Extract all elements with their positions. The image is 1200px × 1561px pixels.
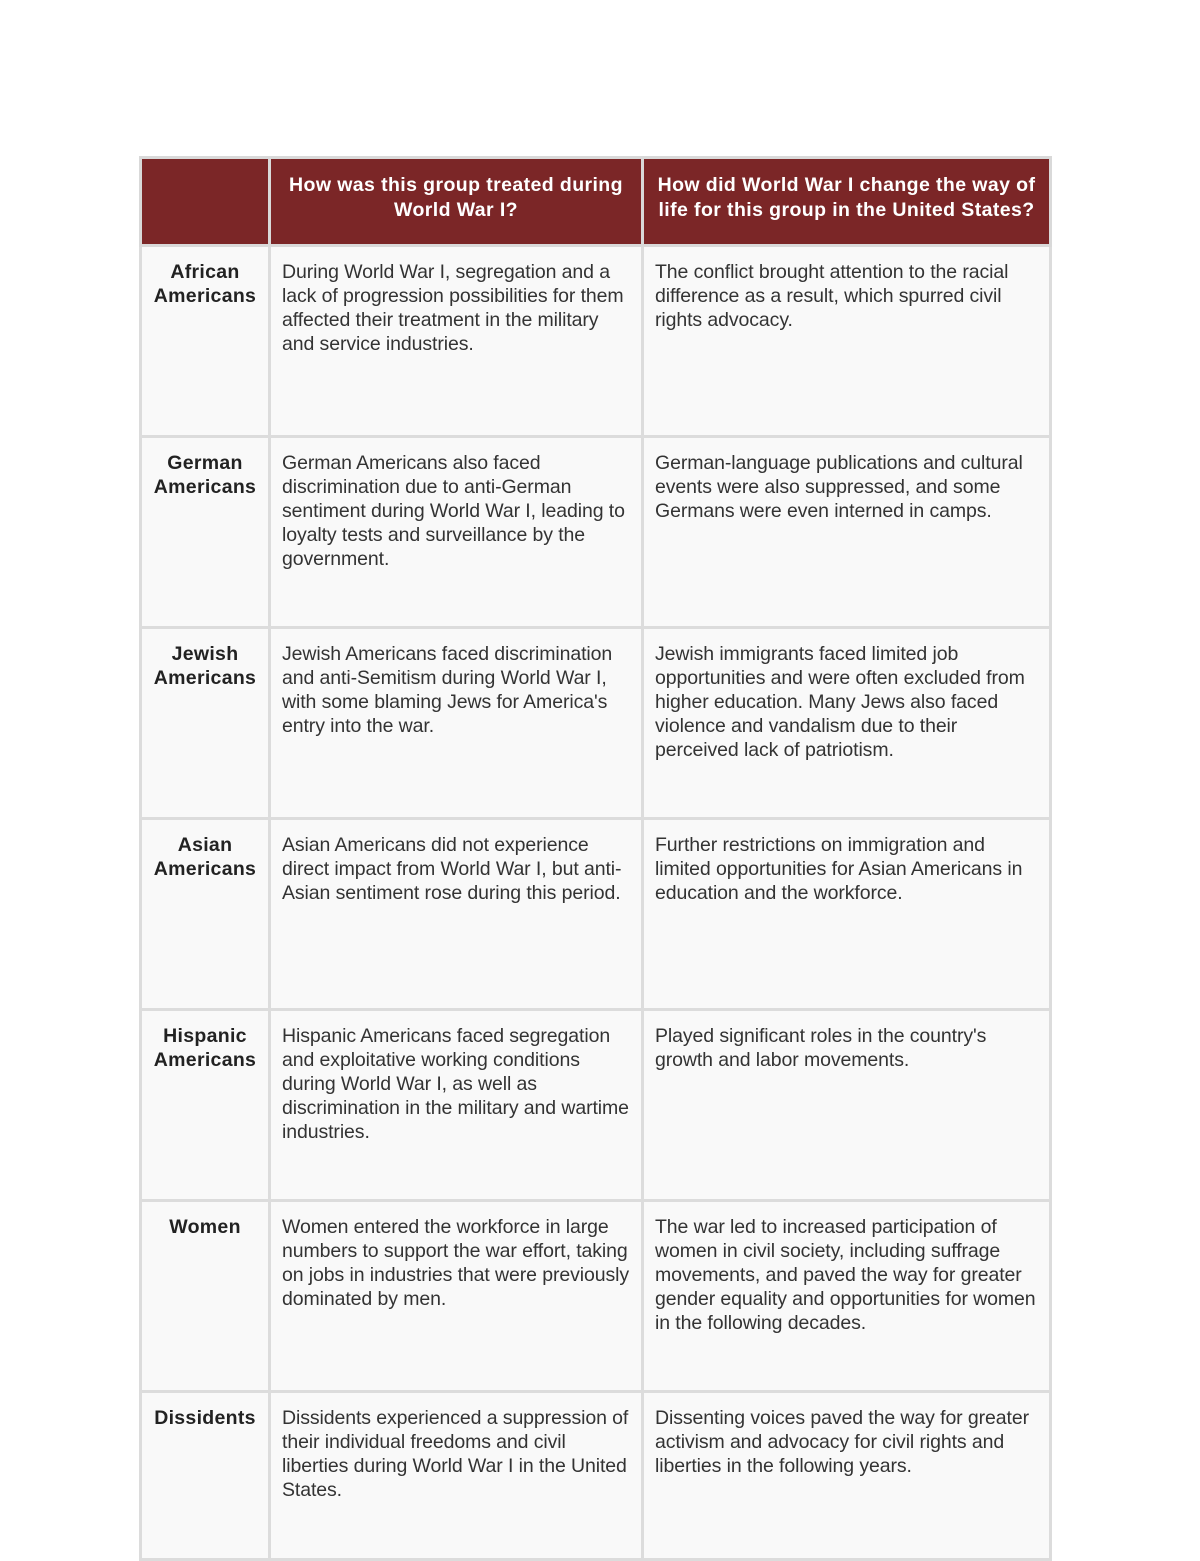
- header-row: [141, 158, 1051, 246]
- comparison-table: [139, 156, 1052, 1561]
- table-row: [141, 1392, 1051, 1560]
- treatment-cell: Asian Americans did not experience direct impact from World War I, but anti-Asian sentiment rose during this period.: [270, 819, 643, 1010]
- table-row: [141, 628, 1051, 819]
- treatment-cell: Jewish Americans faced discrimination and anti-Semitism during World War I, with some blaming Jews for America's entry into the war.: [270, 628, 643, 819]
- header-treatment-column: How was this group treated during World War I?: [270, 158, 643, 246]
- table-row: [141, 246, 1051, 437]
- table-body: [141, 246, 1051, 1560]
- group-cell: Dissidents: [141, 1392, 270, 1560]
- treatment-cell: German Americans also faced discrimination due to anti-German sentiment during World War I, leading to loyalty tests and surveillance by the government.: [270, 437, 643, 628]
- header-group-column: [141, 158, 270, 246]
- table-row: [141, 1201, 1051, 1392]
- change-cell: Dissenting voices paved the way for greater activism and advocacy for civil rights and liberties in the following years.: [643, 1392, 1051, 1560]
- table-row: [141, 819, 1051, 1010]
- group-cell: German Americans: [141, 437, 270, 628]
- table-header: [141, 158, 1051, 246]
- group-cell: Jewish Americans: [141, 628, 270, 819]
- group-cell: Asian Americans: [141, 819, 270, 1010]
- treatment-cell: Dissidents experienced a suppression of their individual freedoms and civil liberties during World War I in the United States.: [270, 1392, 643, 1560]
- change-cell: German-language publications and cultural events were also suppressed, and some Germans were even interned in camps.: [643, 437, 1051, 628]
- treatment-cell: During World War I, segregation and a lack of progression possibilities for them affected their treatment in the military and service industries.: [270, 246, 643, 437]
- change-cell: Further restrictions on immigration and limited opportunities for Asian Americans in education and the workforce.: [643, 819, 1051, 1010]
- treatment-cell: Women entered the workforce in large numbers to support the war effort, taking on jobs in industries that were previously dominated by men.: [270, 1201, 643, 1392]
- change-cell: Played significant roles in the country's growth and labor movements.: [643, 1010, 1051, 1201]
- table-row: [141, 1010, 1051, 1201]
- group-cell: African Americans: [141, 246, 270, 437]
- table-row: [141, 437, 1051, 628]
- header-change-column: How did World War I change the way of life for this group in the United States?: [643, 158, 1051, 246]
- group-cell: Hispanic Americans: [141, 1010, 270, 1201]
- change-cell: Jewish immigrants faced limited job opportunities and were often excluded from higher education. Many Jews also faced violence and vandalism due to their perceived lack of patriotism.: [643, 628, 1051, 819]
- change-cell: The conflict brought attention to the racial difference as a result, which spurred civil rights advocacy.: [643, 246, 1051, 437]
- treatment-cell: Hispanic Americans faced segregation and exploitative working conditions during World War I, as well as discrimination in the military and wartime industries.: [270, 1010, 643, 1201]
- change-cell: The war led to increased participation of women in civil society, including suffrage movements, and paved the way for greater gender equality and opportunities for women in the following decades.: [643, 1201, 1051, 1392]
- group-cell: Women: [141, 1201, 270, 1392]
